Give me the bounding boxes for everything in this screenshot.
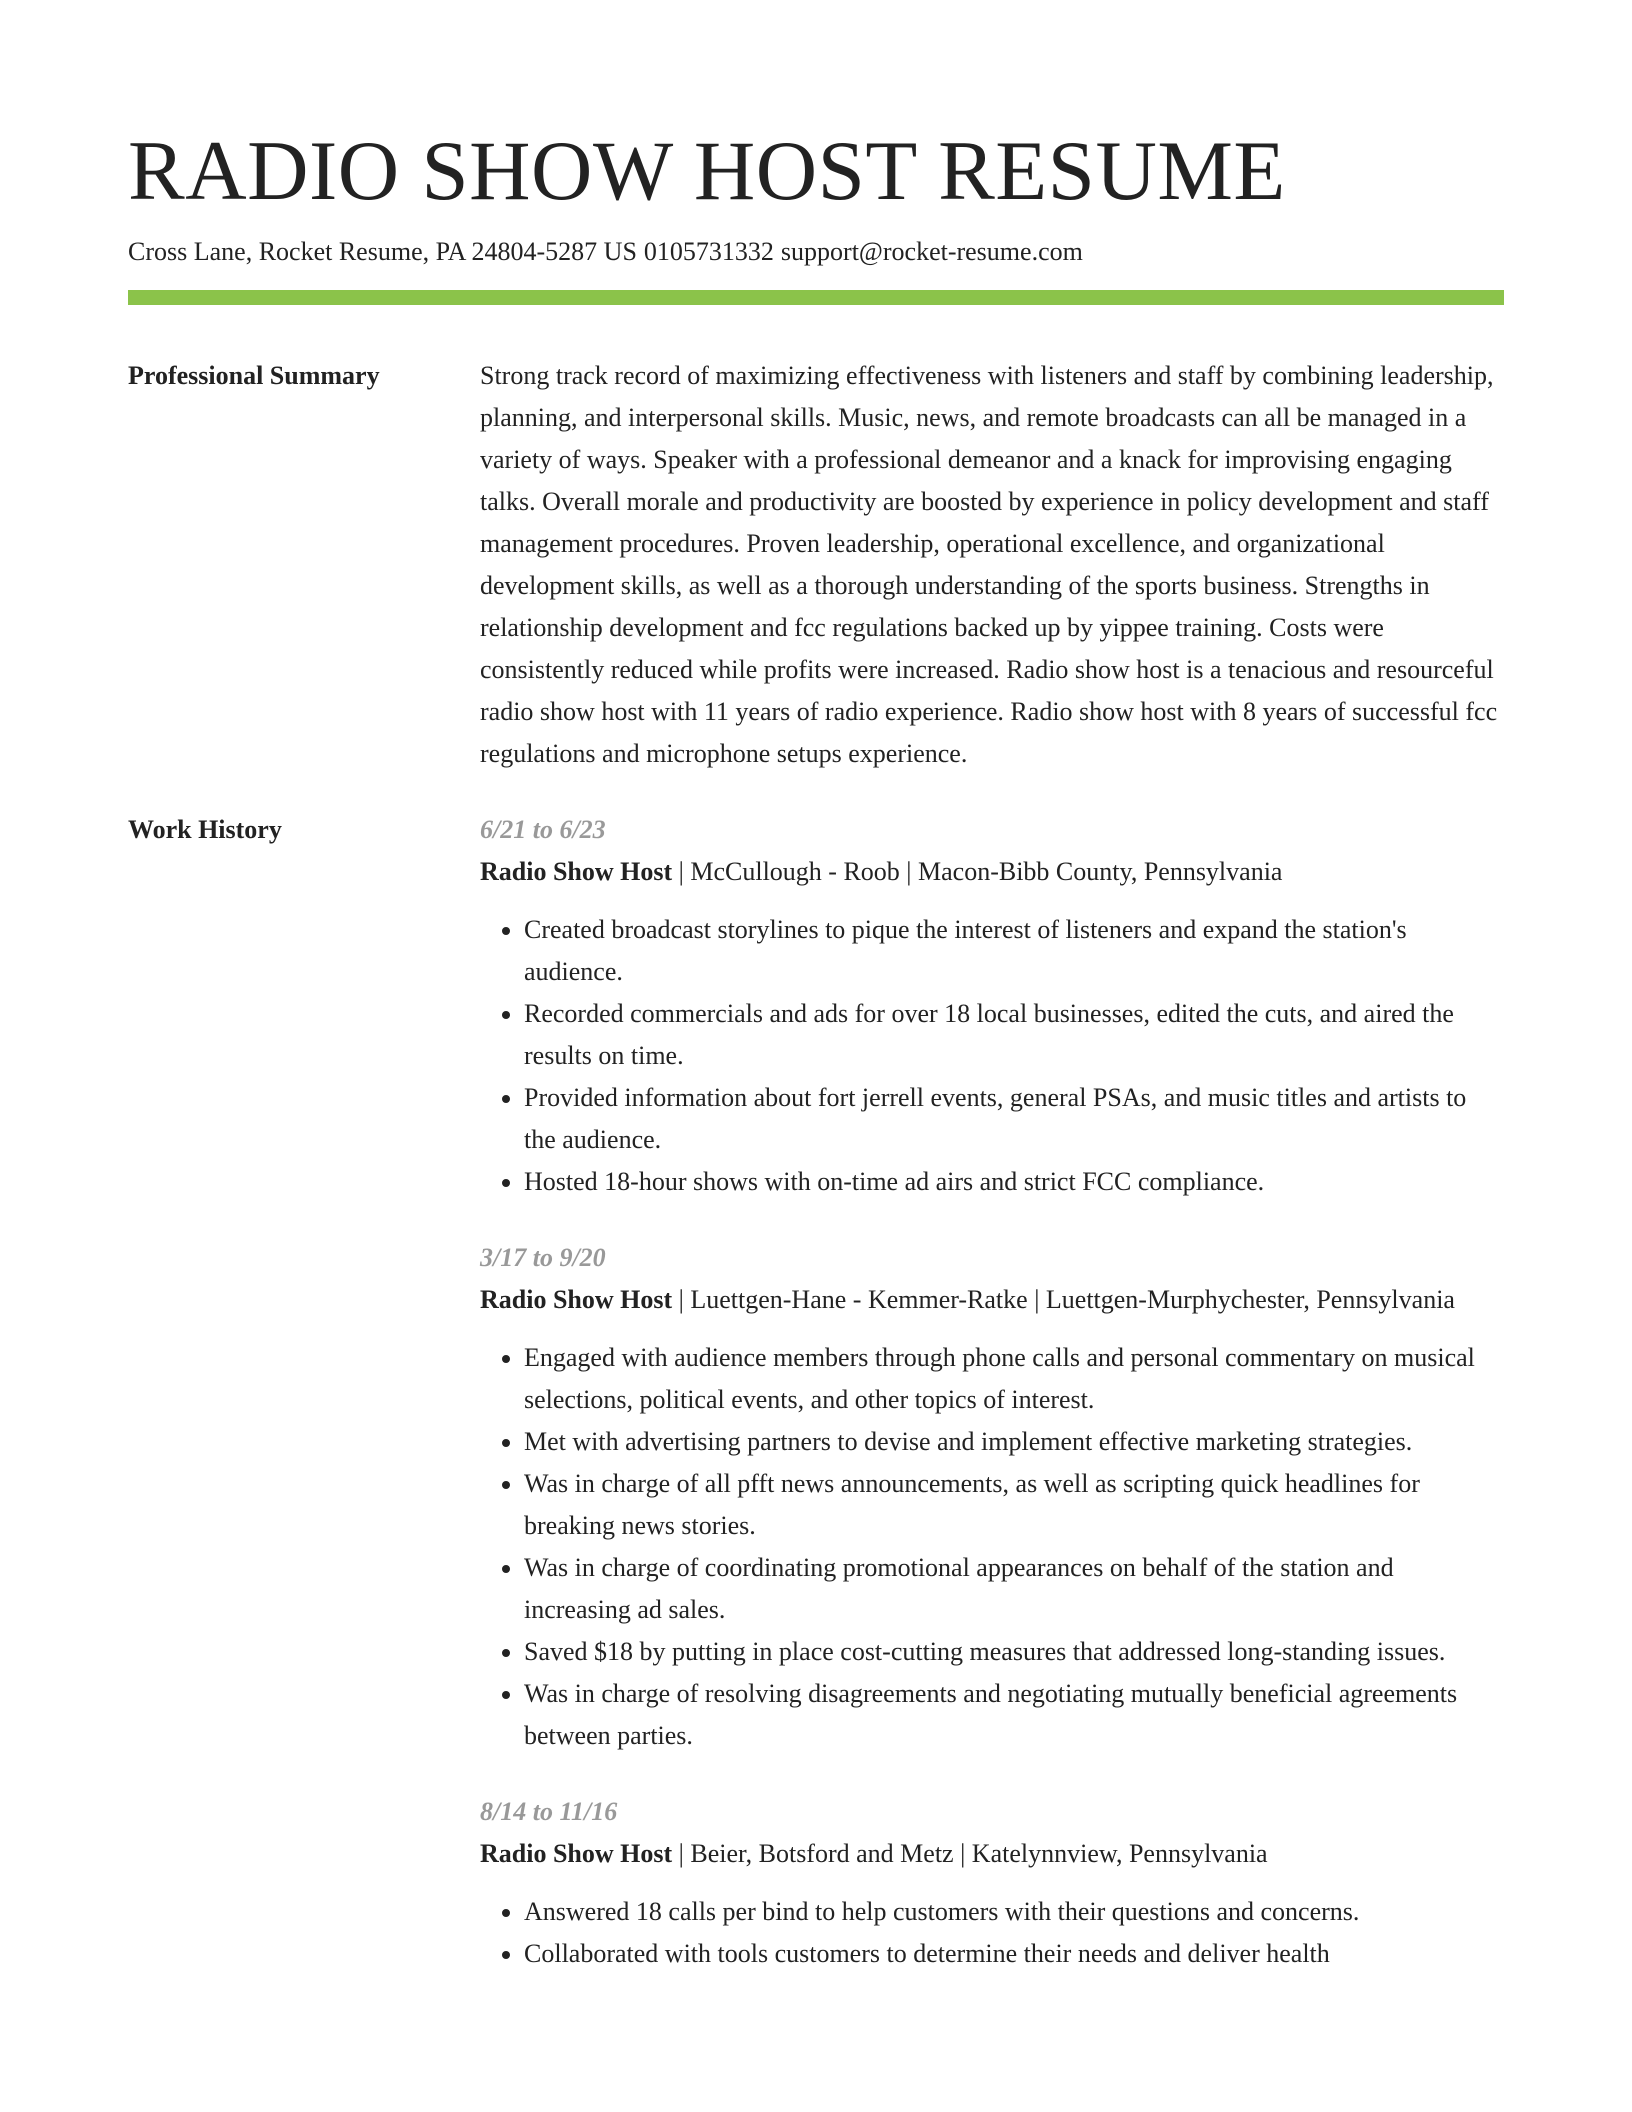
job-bullet: • Saved $18 by putting in place cost-cutting measures that addressed long-standing issues. (524, 1631, 1504, 1673)
job-bullet: • Recorded commercials and ads for over 18 local businesses, edited the cuts, and aired the results on time. (524, 993, 1504, 1077)
job-bullets (480, 1337, 1504, 1757)
summary-text: Strong track record of maximizing effectiveness with listeners and staff by combining leadership, planning, and interpersonal skills. Music, news, and remote broadcasts can all be managed in a variety of ways. Speaker with a professional demeanor and a knack for improvising engaging talks. Overall morale and productivity are boosted by experience in policy development and staff management procedures. Proven leadership, operational excellence, and organizational development skills, as well as a thorough understanding of the sports business. Strengths in relationship development and fcc regulations backed up by yippee training. Costs were consistently reduced while profits were increased. Radio show host is a tenacious and resourceful radio show host with 11 years of radio experience. Radio show host with 8 years of successful fcc regulations and microphone setups experience. (480, 361, 1498, 768)
job-bullets (480, 909, 1504, 1203)
job-entry (480, 1237, 1504, 1757)
summary-heading: Professional Summary (128, 361, 380, 390)
work-history-body (480, 809, 1504, 1975)
job-dates: 8/14 to 11/16 (480, 1797, 618, 1826)
contact-line (128, 234, 1504, 270)
job-heading (480, 1833, 1504, 1875)
job-bullet: • Hosted 18-hour shows with on-time ad airs and strict FCC compliance. (524, 1161, 1504, 1203)
job-entry (480, 1791, 1504, 1975)
resume-title: RADIO SHOW HOST RESUME (128, 124, 1286, 218)
job-bullet: • Collaborated with tools customers to determine their needs and deliver health (524, 1933, 1504, 1975)
job-details: | Beier, Botsford and Metz | Katelynnview, Pennsylvania (672, 1839, 1268, 1868)
job-details: | McCullough - Roob | Macon-Bibb County, Pennsylvania (672, 857, 1283, 886)
job-bullets (480, 1891, 1504, 1975)
job-bullet: • Engaged with audience members through phone calls and personal commentary on musical selections, political events, and other topics of interest. (524, 1337, 1504, 1421)
summary-body (480, 355, 1504, 775)
job-dates: 6/21 to 6/23 (480, 815, 606, 844)
job-bullet: • Was in charge of resolving disagreements and negotiating mutually beneficial agreements between parties. (524, 1673, 1504, 1757)
contact-phone: 0105731332 (643, 237, 774, 266)
job-title: Radio Show Host (480, 1285, 673, 1314)
header-divider (128, 290, 1504, 305)
work-history-heading: Work History (128, 815, 282, 844)
job-title: Radio Show Host (480, 857, 673, 886)
job-bullet: • Provided information about fort jerrell events, general PSAs, and music titles and artists to the audience. (524, 1077, 1504, 1161)
contact-address: Cross Lane, Rocket Resume, PA 24804-5287 US (128, 237, 637, 266)
resume-page (128, 0, 1504, 1975)
job-entry (480, 809, 1504, 1203)
job-bullet: • Was in charge of coordinating promotional appearances on behalf of the station and increasing ad sales. (524, 1547, 1504, 1631)
job-title: Radio Show Host (480, 1839, 673, 1868)
job-bullet: • Was in charge of all pfft news announcements, as well as scripting quick headlines for breaking news stories. (524, 1463, 1504, 1547)
job-heading (480, 851, 1504, 893)
job-details: | Luettgen-Hane - Kemmer-Ratke | Luettgen-Murphychester, Pennsylvania (672, 1285, 1455, 1314)
contact-email: support@rocket-resume.com (780, 237, 1083, 266)
job-bullet: • Met with advertising partners to devise and implement effective marketing strategies. (524, 1421, 1504, 1463)
work-history-section (128, 809, 1504, 1975)
summary-section (128, 355, 1504, 775)
job-dates: 3/17 to 9/20 (480, 1243, 606, 1272)
job-heading (480, 1279, 1504, 1321)
job-bullet: • Created broadcast storylines to pique the interest of listeners and expand the station's audience. (524, 909, 1504, 993)
job-bullet: • Answered 18 calls per bind to help customers with their questions and concerns. (524, 1891, 1504, 1933)
